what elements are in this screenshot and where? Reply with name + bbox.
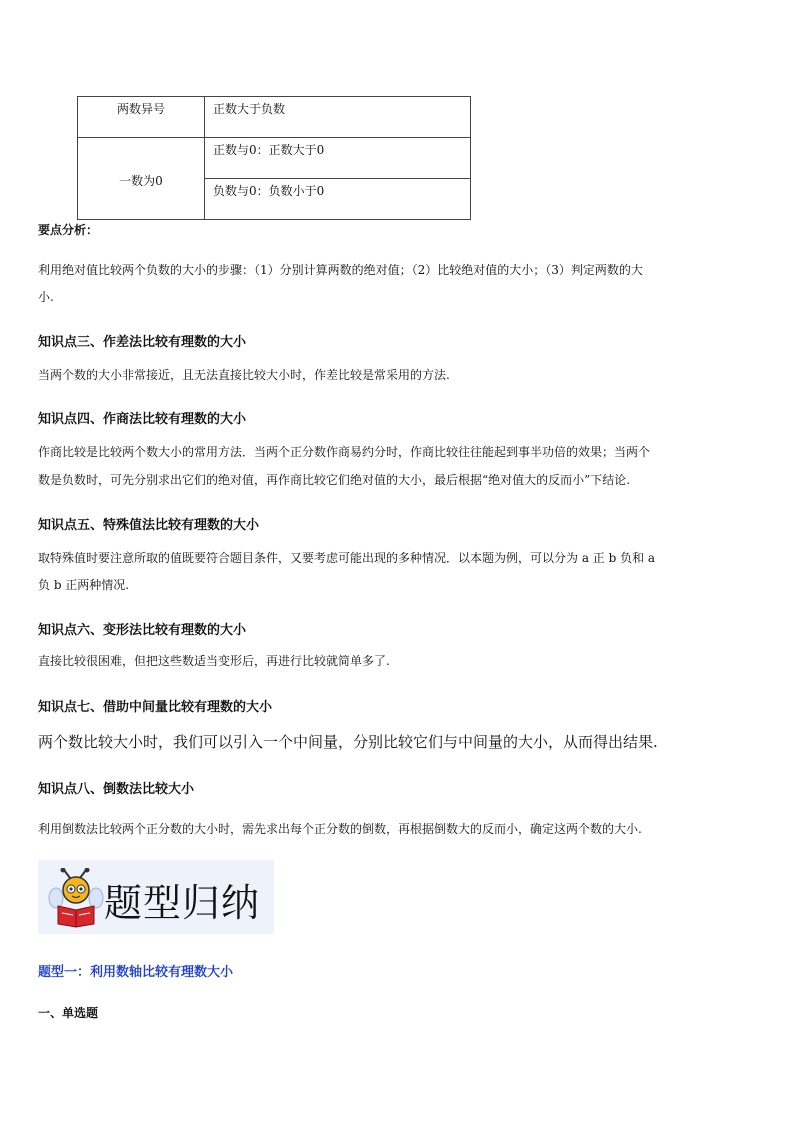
knowledge-point-6-heading: 知识点六、变形法比较有理数的大小: [38, 623, 247, 638]
cell-text: 负数与0：负数小于0: [213, 184, 325, 198]
analysis-heading: 要点分析：: [38, 223, 99, 237]
cell-text: 正数大于负数: [213, 102, 286, 116]
bee-reading-book-icon: [48, 868, 104, 928]
banner-title: 题型归纳: [104, 881, 261, 925]
table-cell: [205, 179, 471, 220]
knowledge-point-4-text-line1: 作商比较是比较两个数大小的常用方法．当两个正分数作商易约分时，作商比较往往能起到事半功倍的效果；当两个: [38, 445, 651, 459]
knowledge-point-5-heading: 知识点五、特殊值法比较有理数的大小: [38, 518, 260, 533]
question-type-1-heading: 题型一：利用数轴比较有理数大小: [38, 965, 234, 980]
table-cell: [205, 97, 471, 138]
section-heading: 一、单选题: [38, 1006, 99, 1020]
knowledge-point-4-text-line2: 数是负数时，可先分别求出它们的绝对值，再作商比较它们绝对值的大小，最后根据“绝对值大的反而小”下结论.: [38, 473, 631, 487]
comparison-table: [77, 96, 471, 220]
knowledge-point-4-heading: 知识点四、作商法比较有理数的大小: [38, 412, 247, 427]
knowledge-point-8-text: 利用倒数法比较两个正分数的大小时，需先求出每个正分数的倒数，再根据倒数大的反而小，确定这两个数的大小.: [38, 822, 642, 836]
knowledge-point-3-text: 当两个数的大小非常接近，且无法直接比较大小时，作差比较是常采用的方法.: [38, 368, 450, 382]
knowledge-point-7-heading: 知识点七、借助中间量比较有理数的大小: [38, 700, 273, 715]
knowledge-point-6-text: 直接比较很困难，但把这些数适当变形后，再进行比较就简单多了.: [38, 654, 390, 668]
table-cell: [78, 97, 205, 138]
table-cell: [205, 138, 471, 179]
cell-text: 一数为0: [119, 173, 163, 188]
knowledge-point-5-text-line2: 负 b 正两种情况.: [38, 578, 130, 592]
cell-text: 正数与0：正数大于0: [213, 143, 325, 157]
analysis-text-line1: 利用绝对值比较两个负数的大小的步骤：（1）分别计算两数的绝对值；（2）比较绝对值的大小；（3）判定两数的大: [38, 263, 643, 277]
question-type-banner: [38, 860, 274, 934]
analysis-text-line2: 小.: [38, 290, 54, 304]
knowledge-point-7-text: 两个数比较大小时，我们可以引入一个中间量，分别比较它们与中间量的大小，从而得出结果.: [38, 733, 658, 751]
cell-text: 两数异号: [116, 102, 165, 116]
knowledge-point-5-text-line1: 取特殊值时要注意所取的值既要符合题目条件，又要考虑可能出现的多种情况．以本题为例，可以分为 a 正 b 负和 a: [38, 551, 656, 565]
knowledge-point-8-heading: 知识点八、倒数法比较大小: [38, 782, 195, 797]
knowledge-point-3-heading: 知识点三、作差法比较有理数的大小: [38, 335, 247, 350]
table-cell: [78, 138, 205, 220]
